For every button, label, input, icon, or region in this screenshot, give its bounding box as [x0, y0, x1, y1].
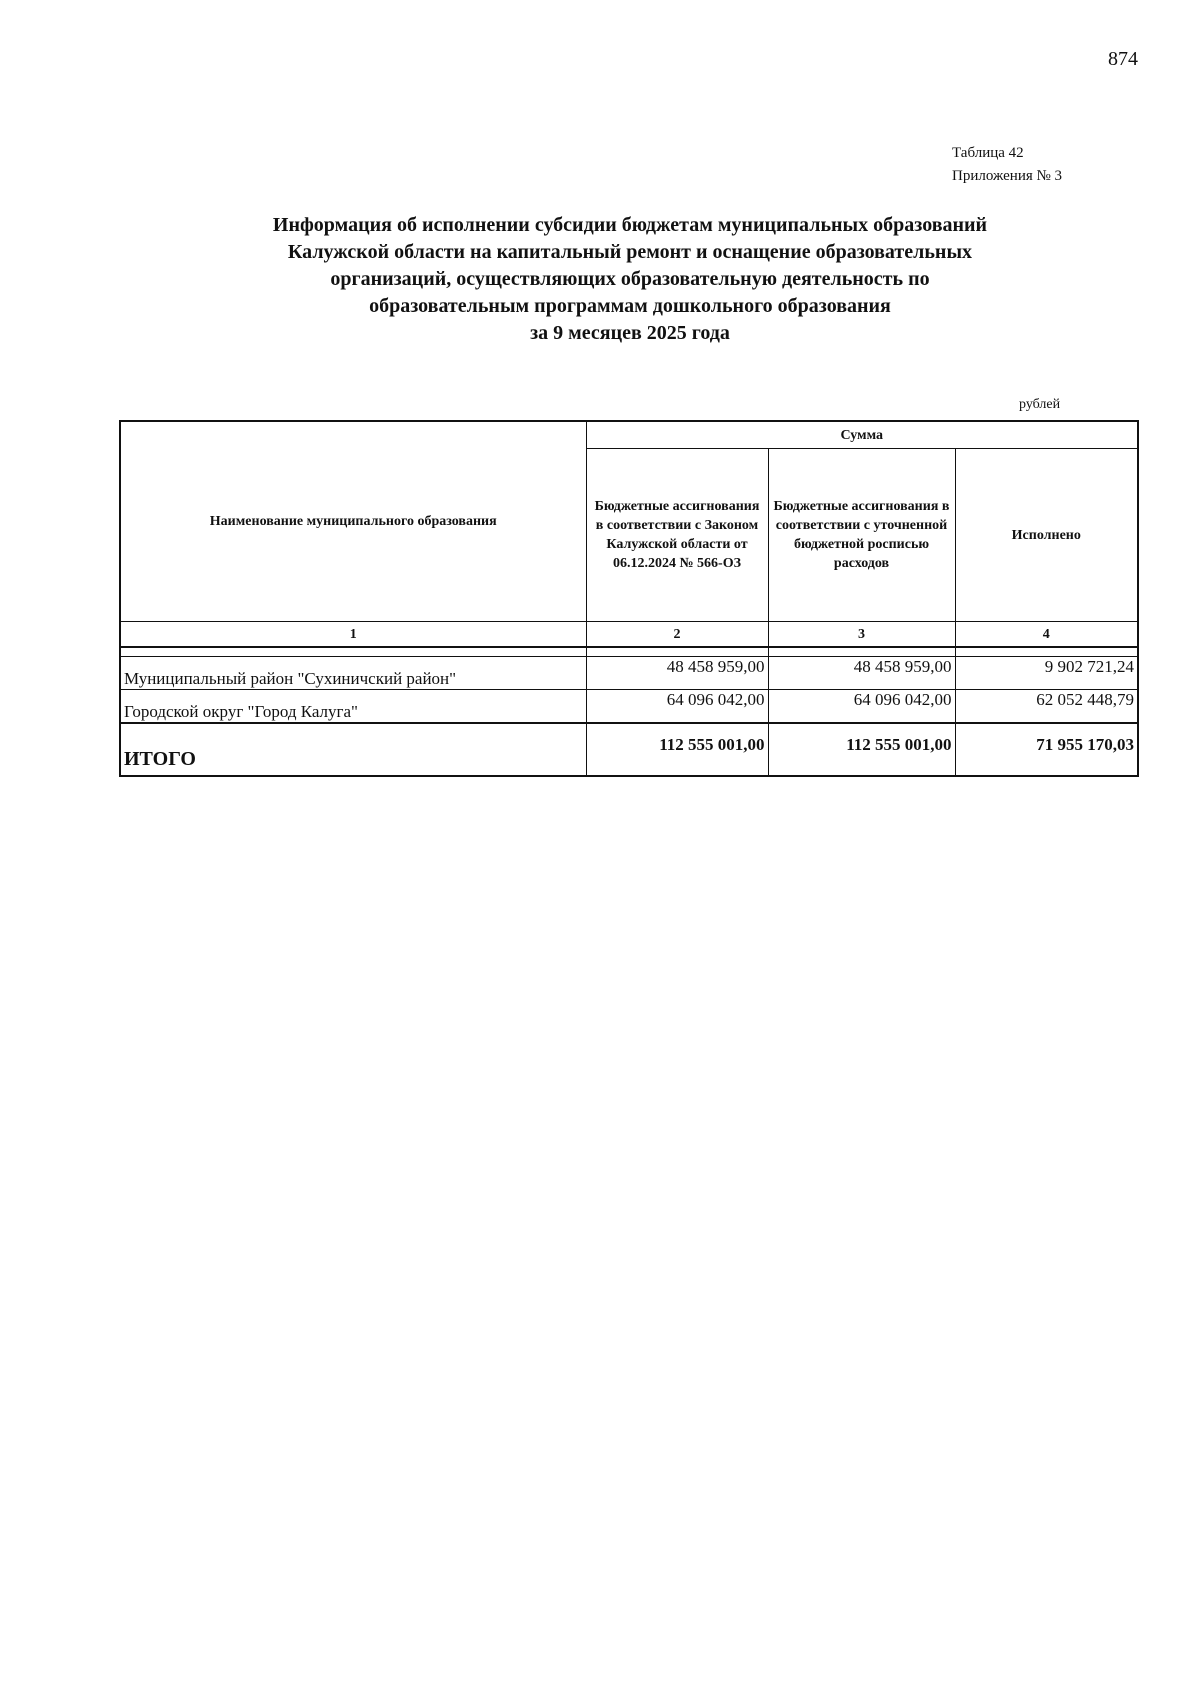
title-line-5: за 9 месяцев 2025 года [530, 322, 730, 344]
page-number: 874 [1108, 48, 1138, 70]
refined-allocation-value: 64 096 042,00 [768, 690, 955, 724]
total-row [120, 723, 1138, 776]
table-reference [952, 142, 1062, 188]
units-label: рублей [1019, 397, 1061, 412]
title-line-2: Калужской области на капитальный ремонт и оснащение образовательных [287, 241, 973, 263]
law-allocation-value: 48 458 959,00 [586, 657, 768, 690]
column-number: 3 [768, 622, 955, 648]
title-line-1: Информация об исполнении субсидии бюджетам муниципальных образований [272, 214, 988, 236]
refined-allocation-value: 48 458 959,00 [768, 657, 955, 690]
total-label: ИТОГО [120, 723, 586, 776]
table-row [120, 690, 1138, 724]
header-law-allocations: Бюджетные ассигнования в соответствии с Законом Калужской области от 06.12.2024 № 566-ОЗ [586, 449, 768, 622]
total-refined-allocation: 112 555 001,00 [768, 723, 955, 776]
title-line-4: образовательным программам дошкольного образования [369, 295, 891, 317]
header-name: Наименование муниципального образования [120, 421, 586, 622]
header-refined-allocations: Бюджетные ассигнования в соответствии с уточненной бюджетной росписью расходов [768, 449, 955, 622]
executed-value: 62 052 448,79 [955, 690, 1138, 724]
document-title [150, 212, 1110, 347]
executed-value: 9 902 721,24 [955, 657, 1138, 690]
report-table [119, 420, 1139, 777]
column-number: 1 [120, 622, 586, 648]
column-number: 4 [955, 622, 1138, 648]
law-allocation-value: 64 096 042,00 [586, 690, 768, 724]
municipality-name: Городской округ "Город Калуга" [120, 690, 586, 724]
header-executed: Исполнено [955, 449, 1138, 622]
header-sum: Сумма [586, 421, 1138, 449]
column-number: 2 [586, 622, 768, 648]
table-number: Таблица 42 [952, 145, 1024, 161]
total-law-allocation: 112 555 001,00 [586, 723, 768, 776]
total-executed: 71 955 170,03 [955, 723, 1138, 776]
table-row [120, 657, 1138, 690]
appendix-reference: Приложения № 3 [952, 168, 1063, 184]
municipality-name: Муниципальный район "Сухиничский район" [120, 657, 586, 690]
title-line-3: организаций, осуществляющих образовательную деятельность по [330, 268, 930, 290]
